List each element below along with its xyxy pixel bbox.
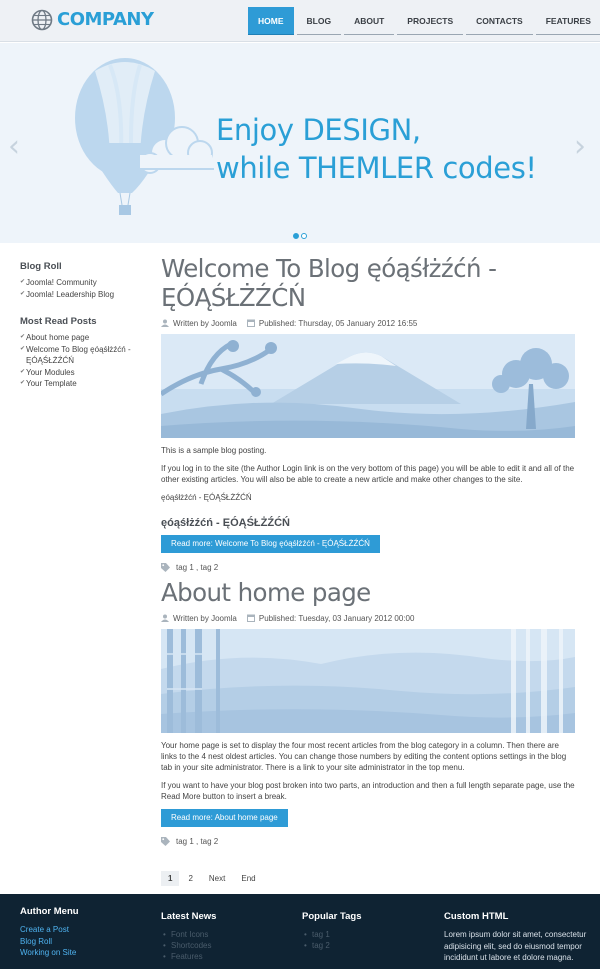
calendar-icon bbox=[247, 319, 255, 327]
hero-headline-line-2: while THEMLER codes! bbox=[216, 151, 537, 185]
post-tags bbox=[161, 837, 576, 846]
slider-prev-arrow-icon[interactable]: ‹ bbox=[8, 129, 20, 164]
post-paragraph: This is a sample blog posting. bbox=[161, 446, 267, 455]
most-read-link[interactable]: ✔ Welcome To Blog ęóąśłżźćń - ĘÓĄŚŁŻŹĆŃ bbox=[20, 344, 150, 367]
footer-link[interactable]: Create a Post bbox=[20, 925, 69, 934]
footer-link[interactable]: Working on Site bbox=[20, 948, 77, 957]
most-read-link[interactable]: ✔ Your Modules bbox=[20, 367, 150, 379]
post-image-bamboo bbox=[161, 629, 575, 733]
page-end-link[interactable]: End bbox=[241, 874, 256, 883]
footer-custom-html bbox=[444, 911, 589, 964]
page-link[interactable]: 2 bbox=[188, 874, 193, 883]
tag-icon bbox=[161, 563, 170, 572]
sidebar bbox=[20, 261, 150, 406]
page-next-link[interactable]: Next bbox=[208, 874, 226, 883]
hero-headline-line-1: Enjoy DESIGN, bbox=[216, 113, 421, 147]
post-author: Written by Joomla bbox=[173, 318, 237, 328]
footer-heading: Latest News bbox=[161, 911, 217, 922]
most-read-link[interactable]: ✔ About home page bbox=[20, 332, 150, 344]
footer-tag-item[interactable]: • tag 2 bbox=[302, 940, 361, 951]
footer-author-menu bbox=[20, 906, 79, 959]
most-read-list bbox=[20, 332, 150, 390]
post-author: Written by Joomla bbox=[173, 613, 237, 623]
nav-features[interactable]: FEATURES bbox=[536, 7, 600, 35]
nav-contacts[interactable]: CONTACTS bbox=[466, 7, 533, 35]
footer-news-item[interactable]: • Font Icons bbox=[161, 929, 216, 940]
post-published-date: Published: Tuesday, 03 January 2012 00:00 bbox=[258, 613, 415, 623]
post-meta bbox=[161, 317, 576, 329]
tag-icon bbox=[161, 837, 170, 846]
site-footer bbox=[0, 894, 600, 969]
user-icon bbox=[161, 614, 169, 622]
blog-roll-list bbox=[20, 277, 150, 300]
main-nav bbox=[248, 7, 600, 35]
blog-roll-link[interactable]: ✔ Joomla! Leadership Blog bbox=[20, 289, 150, 301]
post-published-date: Published: Thursday, 05 January 2012 16:55 bbox=[258, 318, 418, 328]
post-title[interactable]: About home page bbox=[161, 578, 371, 607]
footer-link[interactable]: Blog Roll bbox=[20, 936, 53, 946]
nav-home[interactable]: HOME bbox=[248, 7, 294, 35]
slider-dot[interactable] bbox=[301, 233, 307, 239]
globe-icon bbox=[31, 9, 53, 31]
read-more-button[interactable]: Read more: About home page bbox=[161, 809, 288, 827]
most-read-heading: Most Read Posts bbox=[20, 316, 97, 327]
footer-latest-news bbox=[161, 911, 216, 962]
user-icon bbox=[161, 319, 169, 327]
blog-post bbox=[161, 254, 576, 572]
slider-dot[interactable] bbox=[293, 233, 299, 239]
footer-news-item[interactable]: • Shortcodes bbox=[161, 940, 216, 951]
post-paragraph: ęóąśłżźćń - ĘÓĄŚŁŻŹĆŃ bbox=[161, 493, 252, 502]
page-current: 1 bbox=[161, 871, 179, 886]
calendar-icon bbox=[247, 614, 255, 622]
post-paragraph: If you want to have your blog post broken into two parts, an introduction and then a full length separate page, use the Read More button to insert a break. bbox=[161, 781, 575, 801]
nav-about[interactable]: ABOUT bbox=[344, 7, 394, 35]
footer-news-item[interactable]: • Features bbox=[161, 951, 216, 962]
post-tags-list[interactable]: tag 1 , tag 2 bbox=[176, 563, 219, 572]
slider-next-arrow-icon[interactable]: › bbox=[574, 129, 586, 164]
footer-popular-tags bbox=[302, 911, 361, 951]
main-content bbox=[161, 254, 576, 886]
blog-roll-link[interactable]: ✔ Joomla! Community bbox=[20, 277, 150, 289]
blog-post bbox=[161, 578, 576, 846]
nav-blog[interactable]: BLOG bbox=[297, 7, 342, 35]
footer-heading: Custom HTML bbox=[444, 911, 509, 922]
footer-heading: Author Menu bbox=[20, 906, 79, 917]
post-subheading: ęóąśłżźćń - ĘÓĄŚŁŻŹĆŃ bbox=[161, 517, 290, 529]
post-image-mountain bbox=[161, 334, 575, 438]
post-paragraph: Your home page is set to display the four most recent articles from the blog category in a column. Then there are links to the 4 nest oldest articles. You can change those numbers by editing the content options settings in the blog tab in your site administrator. There is a link to your site administrator in the top menu. bbox=[161, 741, 567, 772]
slider-pagination bbox=[293, 233, 309, 239]
logo[interactable] bbox=[31, 9, 154, 31]
post-meta bbox=[161, 612, 576, 624]
hero-slider bbox=[0, 43, 600, 243]
read-more-button[interactable]: Read more: Welcome To Blog ęóąśłżźćń - ĘÓĄŚŁŻŹĆŃ bbox=[161, 535, 380, 553]
footer-tag-item[interactable]: • tag 1 bbox=[302, 929, 361, 940]
post-tags bbox=[161, 563, 576, 572]
site-header bbox=[0, 0, 600, 42]
hero-headline bbox=[216, 111, 586, 187]
footer-heading: Popular Tags bbox=[302, 911, 362, 922]
pagination bbox=[161, 871, 576, 886]
blog-roll-heading: Blog Roll bbox=[20, 261, 62, 272]
footer-custom-text: Lorem ipsum dolor sit amet, consectetur adipisicing elit, sed do eiusmod tempor incididunt ut labore et dolore magna. bbox=[444, 930, 587, 962]
logo-text: COMPANY bbox=[57, 9, 154, 30]
post-title[interactable]: Welcome To Blog ęóąśłżźćń - ĘÓĄŚŁŻŹĆŃ bbox=[161, 254, 497, 312]
post-paragraph: If you log in to the site (the Author Login link is on the very bottom of this page) you will be able to edit it and all of the other existing articles. You will also be able to create a new article and make other changes to the site. bbox=[161, 464, 575, 484]
most-read-link[interactable]: ✔ Your Template bbox=[20, 378, 150, 390]
nav-projects[interactable]: PROJECTS bbox=[397, 7, 463, 35]
post-tags-list[interactable]: tag 1 , tag 2 bbox=[176, 837, 219, 846]
